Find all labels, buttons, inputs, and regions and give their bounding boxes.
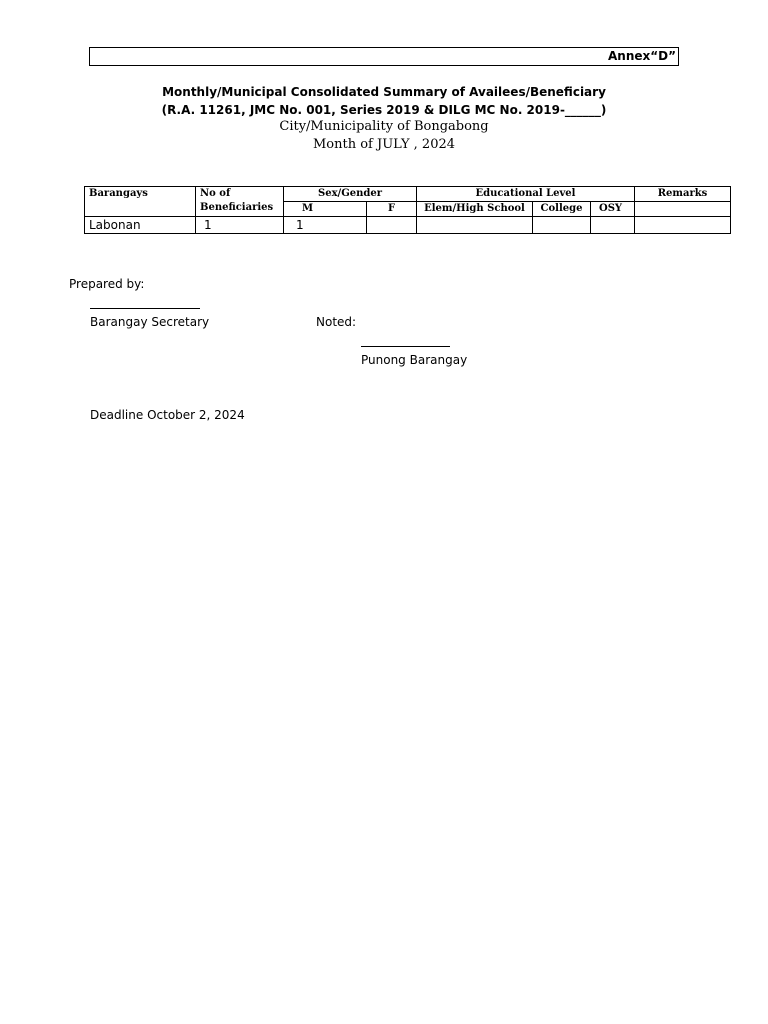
table-header-row (85, 187, 731, 202)
cell-college (533, 217, 591, 234)
header-college: College (533, 202, 591, 217)
municipality-line: City/Municipality of Bongabong (279, 119, 489, 134)
month-line: Month of JULY , 2024 (312, 137, 456, 152)
header-osy: OSY (591, 202, 635, 217)
document-title: Monthly/Municipal Consolidated Summary of Availees/Beneficiary (162, 85, 606, 99)
header-beneficiaries-line2: Beneficiaries (200, 202, 274, 213)
cell-female (367, 217, 417, 234)
header-beneficiaries (196, 187, 284, 217)
header-barangays-label: Barangays (89, 188, 148, 199)
prepared-by-label: Prepared by: (69, 277, 145, 291)
cell-male: 1 (284, 217, 367, 234)
cell-beneficiaries: 1 (196, 217, 284, 234)
header-beneficiaries-line1: No of (200, 188, 231, 199)
noted-label: Noted: (316, 315, 357, 329)
document-subtitle: (R.A. 11261, JMC No. 001, Series 2019 & DILG MC No. 2019-______) (161, 103, 607, 117)
cell-barangay: Labonan (85, 217, 196, 234)
summary-table (84, 186, 731, 234)
cell-elem-high (417, 217, 533, 234)
punong-title: Punong Barangay (361, 353, 468, 367)
deadline-note: Deadline October 2, 2024 (90, 408, 245, 422)
cell-osy (591, 217, 635, 234)
punong-signature-line (361, 346, 450, 347)
annex-label: Annex“D” (608, 49, 676, 63)
secretary-signature-line (90, 308, 200, 309)
header-remarks: Remarks (635, 187, 731, 202)
table-row (85, 217, 731, 234)
header-educational-level: Educational Level (417, 187, 635, 202)
header-sex-gender: Sex/Gender (284, 187, 417, 202)
annex-box (89, 47, 679, 66)
header-male: M (284, 202, 367, 217)
header-remarks-sub (635, 202, 731, 217)
header-female: F (367, 202, 417, 217)
cell-remarks (635, 217, 731, 234)
secretary-title: Barangay Secretary (90, 315, 210, 329)
header-elem-high: Elem/High School (417, 202, 533, 217)
header-barangays (85, 187, 196, 217)
